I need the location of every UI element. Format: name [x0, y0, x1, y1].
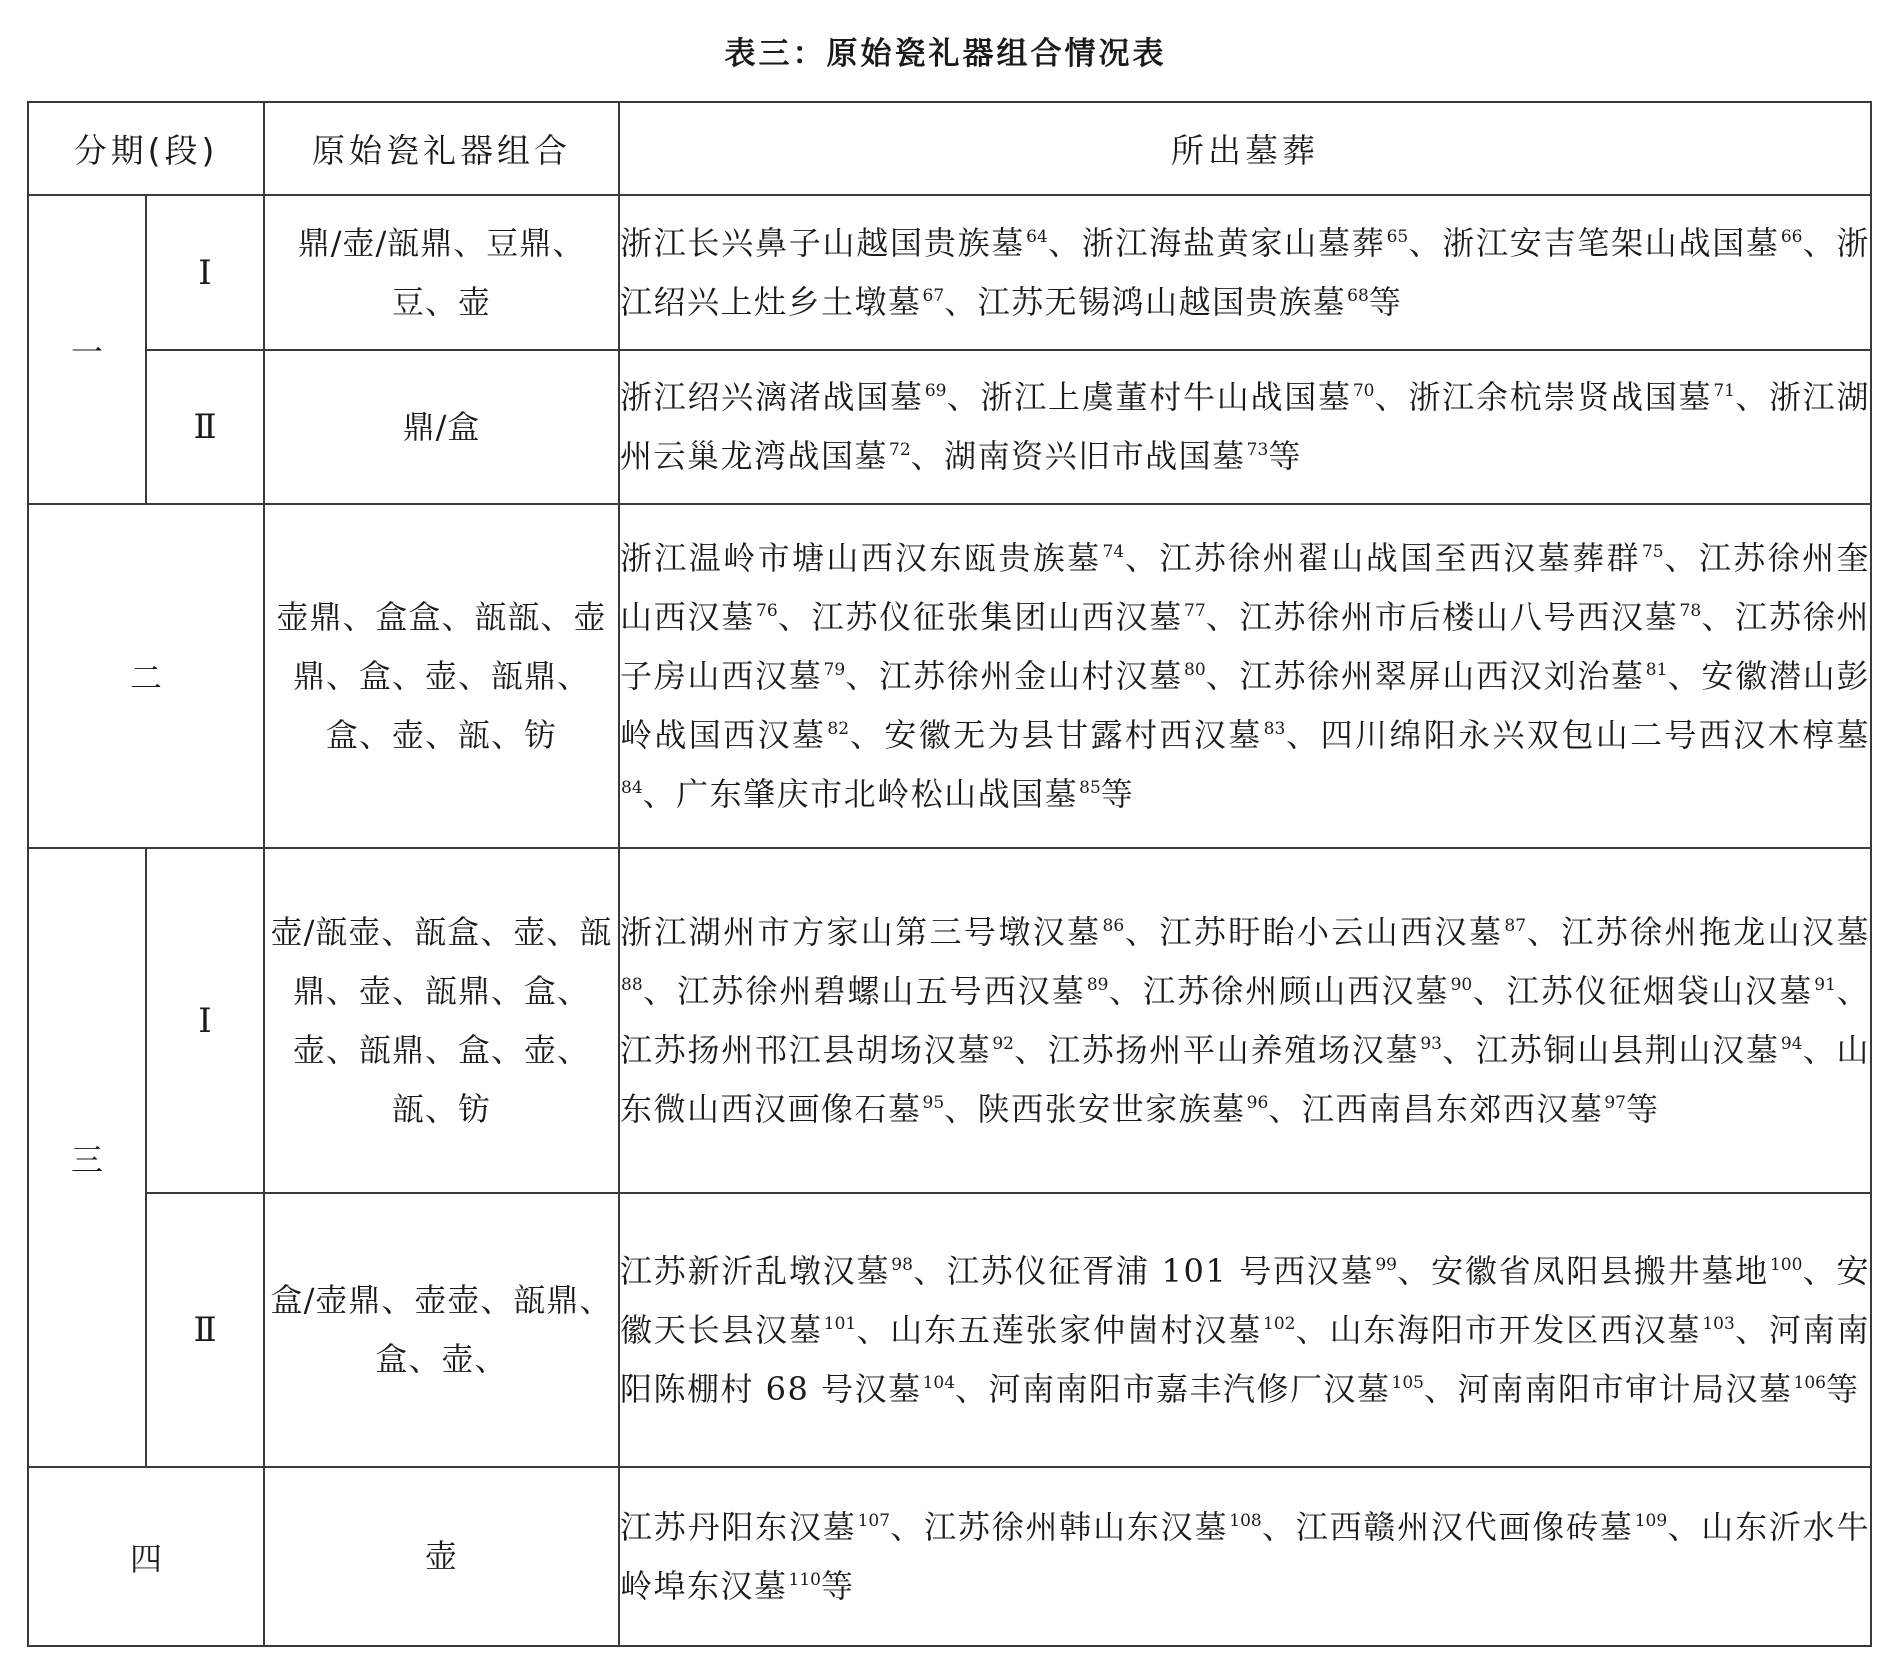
tomb-entry: 、江苏徐州奎山西汉墓	[620, 538, 1870, 636]
tombs-cell	[619, 1467, 1871, 1646]
stage-cell: Ⅰ	[146, 195, 264, 350]
footnote-marker: 81	[1645, 659, 1668, 680]
tomb-entry: 、湖南资兴旧市战国墓	[910, 437, 1246, 475]
footnote-marker: 110	[788, 1569, 821, 1590]
footnote-marker: 96	[1246, 1092, 1269, 1113]
tomb-entry: 、江苏徐州翟山战国至西汉墓葬群	[1124, 538, 1641, 577]
tomb-entry: 、山东五莲张家仲崮村汉墓	[856, 1310, 1263, 1349]
tomb-entry: 、广东肇庆市北岭松山战国墓	[642, 774, 1079, 813]
tombs-cell	[619, 848, 1871, 1193]
tomb-entry: 、江苏徐州韩山东汉墓	[890, 1507, 1229, 1546]
tomb-entry: 、安徽潜山彭岭战国西汉墓	[620, 656, 1870, 754]
footnote-marker: 92	[992, 1033, 1014, 1054]
tomb-entry: 、浙江海盐黄家山墓葬	[1047, 223, 1386, 262]
footnote-marker: 88	[621, 974, 643, 995]
header-combination: 原始瓷礼器组合	[264, 102, 619, 195]
tomb-entry: 等	[1825, 1369, 1860, 1408]
footnote-marker: 97	[1604, 1092, 1626, 1113]
footnote-marker: 86	[1102, 915, 1125, 936]
footnote-marker: 68	[1347, 285, 1369, 306]
tomb-entry: 、江苏徐州拖龙山汉墓	[1526, 912, 1870, 951]
footnote-marker: 84	[621, 777, 643, 798]
tombs-cell	[619, 350, 1871, 504]
tomb-entry: 、浙江余杭崇贤战国墓	[1374, 378, 1713, 416]
tomb-entry: 等	[1625, 1089, 1660, 1128]
tomb-entry: 等	[820, 1566, 855, 1605]
footnote-marker: 101	[823, 1313, 857, 1334]
footnote-marker: 78	[1679, 600, 1702, 621]
footnote-marker: 107	[857, 1510, 891, 1531]
footnote-marker: 94	[1780, 1033, 1803, 1054]
table-row	[28, 1193, 1871, 1467]
footnote-marker: 72	[889, 440, 911, 461]
footnote-marker: 106	[1793, 1372, 1826, 1393]
table-row	[28, 848, 1871, 1193]
table-title: 表三：原始瓷礼器组合情况表	[724, 36, 1167, 72]
period-cell: 四	[28, 1467, 264, 1646]
tomb-entry: 、江苏仪征胥浦 101 号西汉墓	[912, 1251, 1375, 1290]
footnote-marker: 108	[1229, 1510, 1262, 1531]
tomb-entry: 、浙江绍兴上灶乡土墩墓	[620, 223, 1870, 321]
footnote-marker: 80	[1184, 659, 1206, 680]
tomb-entry: 、江苏徐州翠屏山西汉刘治墓	[1205, 656, 1645, 695]
tombs-cell	[619, 504, 1871, 848]
footnote-marker: 83	[1263, 718, 1286, 739]
footnote-marker: 85	[1079, 777, 1101, 798]
tomb-entry: 、江苏仪征烟袋山汉墓	[1472, 971, 1814, 1010]
tomb-entry: 等	[1100, 774, 1135, 813]
tomb-entry: 、江苏徐州顾山西汉墓	[1108, 971, 1450, 1010]
footnote-marker: 66	[1780, 226, 1803, 247]
footnote-marker: 77	[1184, 600, 1206, 621]
tomb-entry: 、浙江安吉笔架山战国墓	[1408, 223, 1780, 262]
tomb-entry: 、陕西张安世家族墓	[944, 1089, 1246, 1128]
ceramic-combination-table	[27, 101, 1872, 1647]
combination-cell: 壶/瓿壶、瓿盒、壶、瓿鼎、壶、瓿鼎、盒、壶、瓿鼎、盒、壶、瓿、钫	[264, 848, 619, 1193]
footnote-marker: 79	[823, 659, 846, 680]
period-cell: 一	[28, 195, 146, 504]
tomb-entry: 、江西赣州汉代画像砖墓	[1261, 1507, 1634, 1546]
header-row	[28, 102, 1871, 195]
tomb-entry: 、江苏徐州金山村汉墓	[845, 656, 1184, 695]
tomb-entry: 、江苏无锡鸿山越国贵族墓	[944, 282, 1347, 321]
tomb-entry: 、江苏盱眙小云山西汉墓	[1124, 912, 1504, 951]
table-row	[28, 1467, 1871, 1646]
footnote-marker: 69	[924, 381, 947, 402]
tomb-entry: 、山东微山西汉画像石墓	[620, 1030, 1870, 1128]
header-tombs: 所出墓葬	[619, 102, 1871, 195]
tombs-cell	[619, 1193, 1871, 1467]
tomb-entry: 等	[1368, 282, 1403, 321]
tomb-entry: 浙江温岭市塘山西汉东瓯贵族墓	[620, 538, 1102, 577]
tomb-entry: 、河南南阳陈棚村 68 号汉墓	[620, 1310, 1870, 1408]
tomb-entry: 、河南南阳市嘉丰汽修厂汉墓	[955, 1369, 1391, 1408]
tomb-entry: 、山东沂水牛岭埠东汉墓	[620, 1507, 1870, 1605]
tomb-entry: 、浙江湖州云巢龙湾战国墓	[620, 378, 1870, 475]
tomb-entry: 、河南南阳市审计局汉墓	[1424, 1369, 1793, 1408]
footnote-marker: 98	[891, 1254, 913, 1275]
footnote-marker: 82	[827, 718, 850, 739]
period-cell: 三	[28, 848, 146, 1467]
footnote-marker: 103	[1702, 1313, 1735, 1334]
table-row	[28, 195, 1871, 350]
tomb-entry: 、江苏徐州子房山西汉墓	[620, 597, 1870, 695]
footnote-marker: 71	[1713, 381, 1735, 402]
tomb-entry: 、安徽省凤阳县搬井墓地	[1397, 1251, 1769, 1290]
footnote-marker: 87	[1504, 915, 1527, 936]
table-row	[28, 350, 1871, 504]
tomb-entry: 浙江长兴鼻子山越国贵族墓	[620, 223, 1026, 262]
tomb-entry: 、江苏扬州平山养殖场汉墓	[1013, 1030, 1420, 1069]
footnote-marker: 89	[1086, 974, 1109, 995]
tombs-cell	[619, 195, 1871, 350]
period-cell: 二	[28, 504, 264, 848]
footnote-marker: 100	[1769, 1254, 1803, 1275]
footnote-marker: 95	[922, 1092, 945, 1113]
tomb-entry: 、江苏扬州邗江县胡场汉墓	[620, 971, 1870, 1069]
footnote-marker: 105	[1391, 1372, 1424, 1393]
combination-cell: 鼎/盒	[264, 350, 619, 504]
stage-cell: Ⅰ	[146, 848, 264, 1193]
tomb-entry: 等	[1268, 437, 1302, 475]
footnote-marker: 70	[1352, 381, 1375, 402]
tomb-entry: 浙江绍兴漓渚战国墓	[620, 378, 924, 416]
tomb-entry: 江苏丹阳东汉墓	[620, 1507, 857, 1546]
footnote-marker: 67	[922, 285, 945, 306]
footnote-marker: 64	[1026, 226, 1048, 247]
combination-cell: 壶鼎、盒盒、瓿瓿、壶鼎、盒、壶、瓿鼎、盒、壶、瓿、钫	[264, 504, 619, 848]
combination-cell: 鼎/壶/瓿鼎、豆鼎、豆、壶	[264, 195, 619, 350]
footnote-marker: 99	[1375, 1254, 1397, 1275]
footnote-marker: 73	[1246, 440, 1269, 461]
tomb-entry: 、江苏铜山县荆山汉墓	[1441, 1030, 1780, 1069]
footnote-marker: 102	[1263, 1313, 1296, 1334]
combination-cell: 盒/壶鼎、壶壶、瓿鼎、盒、壶、	[264, 1193, 619, 1467]
footnote-marker: 91	[1814, 974, 1836, 995]
header-period: 分期(段)	[28, 102, 264, 195]
footnote-marker: 75	[1641, 541, 1664, 562]
footnote-marker: 109	[1634, 1510, 1668, 1531]
footnote-marker: 104	[922, 1372, 956, 1393]
footnote-marker: 76	[756, 600, 778, 621]
tomb-entry: 、江苏徐州碧螺山五号西汉墓	[642, 971, 1086, 1010]
tomb-entry: 、江西南昌东郊西汉墓	[1268, 1089, 1604, 1128]
footnote-marker: 90	[1450, 974, 1473, 995]
tomb-entry: 、江苏仪征张集团山西汉墓	[777, 597, 1184, 636]
tomb-entry: 、山东海阳市开发区西汉墓	[1295, 1310, 1702, 1349]
table-row	[28, 504, 1871, 848]
tomb-entry: 、四川绵阳永兴双包山二号西汉木椁墓	[1285, 715, 1870, 754]
tomb-entry: 、江苏徐州市后楼山八号西汉墓	[1205, 597, 1679, 636]
tomb-entry: 江苏新沂乱墩汉墓	[620, 1251, 891, 1290]
stage-cell: Ⅱ	[146, 350, 264, 504]
footnote-marker: 65	[1386, 226, 1409, 247]
footnote-marker: 93	[1420, 1033, 1442, 1054]
tomb-entry: 、安徽无为县甘露村西汉墓	[849, 715, 1263, 754]
stage-cell: Ⅱ	[146, 1193, 264, 1467]
tomb-entry: 、安徽天长县汉墓	[620, 1251, 1870, 1349]
tomb-entry: 、浙江上虞董村牛山战国墓	[946, 378, 1352, 416]
footnote-marker: 74	[1102, 541, 1125, 562]
combination-cell: 壶	[264, 1467, 619, 1646]
tomb-entry: 浙江湖州市方家山第三号墩汉墓	[620, 912, 1102, 951]
